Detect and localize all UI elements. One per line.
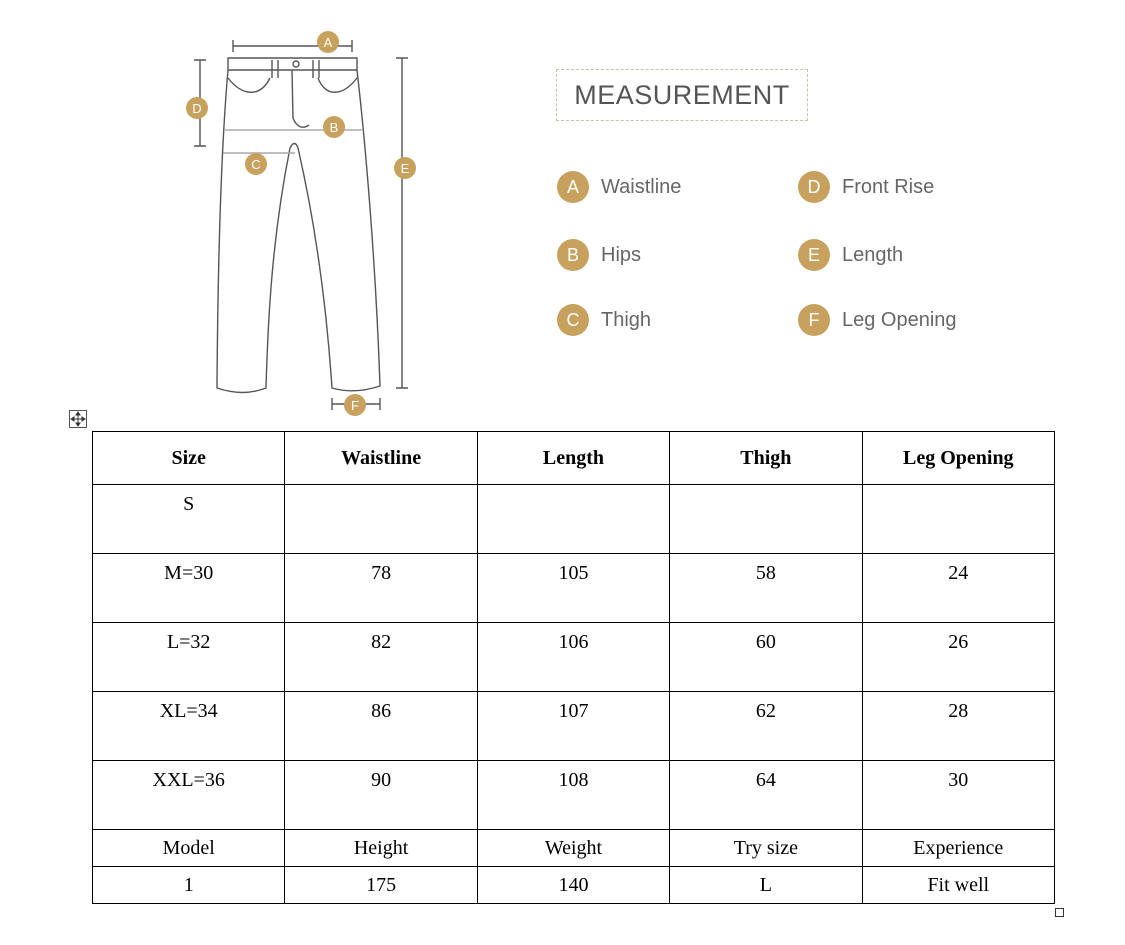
- marker-e-label: E: [400, 161, 410, 176]
- table-cell: S: [93, 485, 285, 554]
- table-cell: 140: [477, 867, 669, 904]
- marker-d-label: D: [192, 101, 202, 116]
- legend-thigh: [557, 304, 651, 336]
- pants-diagram: [100, 18, 430, 418]
- legend-label: Waistline: [601, 175, 682, 198]
- table-cell: 106: [477, 623, 669, 692]
- header-size: Size: [93, 432, 285, 485]
- legend-waistline: [557, 171, 681, 203]
- table-cell: 1: [93, 867, 285, 904]
- legend-label: Length: [842, 243, 904, 266]
- legend-label: Hips: [601, 243, 642, 266]
- table-cell: Model: [93, 830, 285, 867]
- table-cell: 24: [862, 554, 1054, 623]
- legend-badge: E: [798, 239, 830, 271]
- legend-hips: [557, 239, 641, 271]
- legend-label: Thigh: [601, 308, 652, 331]
- table-resize-handle[interactable]: [1055, 908, 1064, 917]
- table-header-row: [93, 432, 1055, 485]
- legend-badge: C: [557, 304, 589, 336]
- table-row: [93, 623, 1055, 692]
- table-cell: 78: [285, 554, 477, 623]
- table-cell: M=30: [93, 554, 285, 623]
- table-cell: Experience: [862, 830, 1054, 867]
- legend-badge: D: [798, 171, 830, 203]
- table-cell: [285, 485, 477, 554]
- legend-badge: B: [557, 239, 589, 271]
- table-cell: 26: [862, 623, 1054, 692]
- model-header-row: [93, 830, 1055, 867]
- table-row: [93, 761, 1055, 830]
- table-cell: 62: [670, 692, 862, 761]
- table-cell: 64: [670, 761, 862, 830]
- table-move-handle[interactable]: [69, 410, 87, 428]
- table-cell: [862, 485, 1054, 554]
- table-cell: 107: [477, 692, 669, 761]
- table-cell: 30: [862, 761, 1054, 830]
- header-thigh: Thigh: [670, 432, 862, 485]
- table-row: [93, 692, 1055, 761]
- header-leg-opening: Leg Opening: [862, 432, 1054, 485]
- table-cell: 86: [285, 692, 477, 761]
- legend-leg-opening: [798, 304, 957, 336]
- marker-a-label: A: [323, 35, 333, 50]
- table-cell: [477, 485, 669, 554]
- table-cell: 28: [862, 692, 1054, 761]
- table-cell: Height: [285, 830, 477, 867]
- move-arrows-icon: [70, 411, 86, 427]
- legend-badge: F: [798, 304, 830, 336]
- table-cell: Try size: [670, 830, 862, 867]
- table-row: [93, 485, 1055, 554]
- header-waistline: Waistline: [285, 432, 477, 485]
- table-row: [93, 554, 1055, 623]
- table-cell: 58: [670, 554, 862, 623]
- model-row: [93, 867, 1055, 904]
- table-cell: 90: [285, 761, 477, 830]
- table-cell: L: [670, 867, 862, 904]
- table-cell: 105: [477, 554, 669, 623]
- table-cell: XXL=36: [93, 761, 285, 830]
- table-cell: 108: [477, 761, 669, 830]
- measurement-title: MEASUREMENT: [556, 69, 808, 121]
- table-cell: Weight: [477, 830, 669, 867]
- table-cell: XL=34: [93, 692, 285, 761]
- legend-label: Front Rise: [842, 175, 935, 198]
- legend-front-rise: [798, 171, 934, 203]
- marker-c-label: C: [251, 157, 261, 172]
- size-table: [92, 431, 1055, 904]
- table-cell: 82: [285, 623, 477, 692]
- legend-length: [798, 239, 903, 271]
- table-cell: [670, 485, 862, 554]
- header-length: Length: [477, 432, 669, 485]
- table-cell: L=32: [93, 623, 285, 692]
- table-cell: 175: [285, 867, 477, 904]
- table-cell: 60: [670, 623, 862, 692]
- marker-b-label: B: [329, 120, 339, 135]
- legend-label: Leg Opening: [842, 308, 957, 331]
- legend-badge: A: [557, 171, 589, 203]
- marker-f-label: F: [351, 398, 359, 413]
- table-cell: Fit well: [862, 867, 1054, 904]
